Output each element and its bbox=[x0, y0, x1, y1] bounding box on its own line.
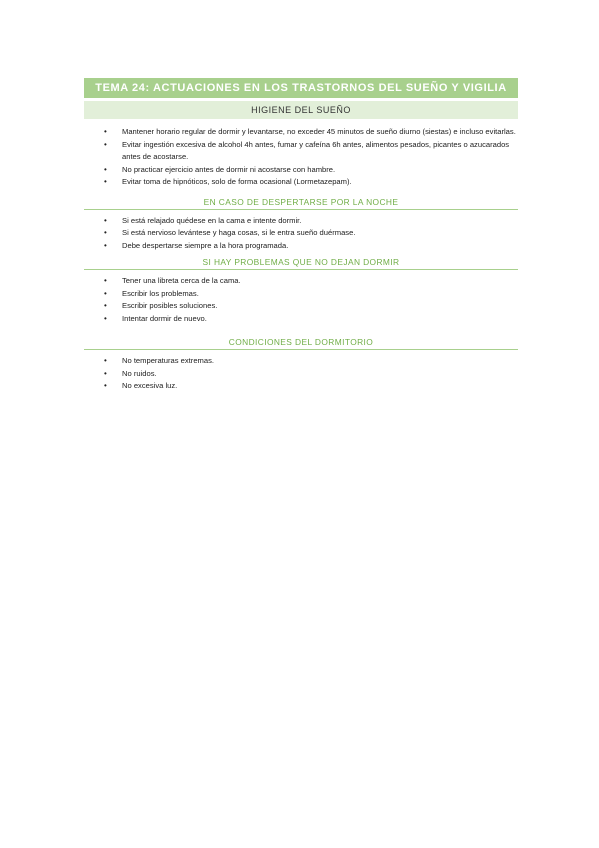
bullet-icon: • bbox=[104, 368, 107, 378]
bullet-icon: • bbox=[104, 228, 107, 237]
document-subtitle: HIGIENE DEL SUEÑO bbox=[84, 101, 518, 119]
list-item bbox=[84, 275, 518, 288]
bullet-icon: • bbox=[104, 288, 107, 298]
list-item bbox=[84, 368, 518, 381]
list-item-text: Escribir los problemas. bbox=[122, 288, 199, 298]
list-item-text: Tener una libreta cerca de la cama. bbox=[122, 276, 241, 285]
section-heading-dormitorio: CONDICIONES DEL DORMITORIO bbox=[84, 337, 518, 350]
bullet-icon: • bbox=[104, 177, 107, 186]
section-heading-problemas: SI HAY PROBLEMAS QUE NO DEJAN DORMIR bbox=[84, 257, 518, 270]
section-heading-despertarse: EN CASO DE DESPERTARSE POR LA NOCHE bbox=[84, 197, 518, 210]
list-item bbox=[84, 288, 518, 301]
list-item bbox=[84, 355, 518, 368]
document-page bbox=[84, 78, 518, 393]
list-item bbox=[84, 300, 518, 313]
bullet-icon: • bbox=[104, 301, 107, 310]
bullet-icon: • bbox=[104, 313, 107, 323]
bullet-icon: • bbox=[104, 127, 107, 136]
list-item-text: No ruidos. bbox=[122, 368, 157, 378]
list-item bbox=[84, 380, 518, 393]
list-item bbox=[84, 139, 518, 164]
document-title: TEMA 24: ACTUACIONES EN LOS TRASTORNOS DEL SUEÑO Y VIGILIA bbox=[84, 78, 518, 98]
list-item bbox=[84, 215, 518, 228]
bullet-icon: • bbox=[104, 356, 107, 365]
list-item bbox=[84, 313, 518, 326]
list-item bbox=[84, 227, 518, 240]
list-item-text: Si está relajado quédese en la cama e intente dormir. bbox=[122, 215, 302, 225]
list-item bbox=[84, 126, 518, 139]
list-item bbox=[84, 176, 518, 189]
list-item-text: Evitar ingestión excesiva de alcohol 4h antes, fumar y cafeína 6h antes, alimentos pesados, picantes o azucarados antes de acostarse. bbox=[122, 139, 510, 161]
bullet-icon: • bbox=[104, 276, 107, 285]
bullet-icon: • bbox=[104, 164, 107, 174]
bullet-icon: • bbox=[104, 381, 107, 390]
bullet-icon: • bbox=[104, 215, 107, 225]
list-item-text: No practicar ejercicio antes de dormir ni acostarse con hambre. bbox=[122, 164, 336, 174]
bullet-list-dormitorio bbox=[84, 355, 518, 393]
bullet-list-problemas bbox=[84, 275, 518, 325]
bullet-icon: • bbox=[104, 240, 107, 250]
list-item-text: Si está nervioso levántese y haga cosas, si le entra sueño duérmase. bbox=[122, 228, 356, 237]
bullet-list-higiene bbox=[84, 126, 518, 189]
list-item-text: Debe despertarse siempre a la hora programada. bbox=[122, 240, 289, 250]
list-item-text: Escribir posibles soluciones. bbox=[122, 301, 218, 310]
list-item-text: Evitar toma de hipnóticos, solo de forma ocasional (Lormetazepam). bbox=[122, 177, 352, 186]
bullet-list-despertarse bbox=[84, 215, 518, 253]
bullet-icon: • bbox=[104, 139, 107, 149]
list-item bbox=[84, 164, 518, 177]
list-item-text: Intentar dormir de nuevo. bbox=[122, 313, 207, 323]
list-item bbox=[84, 240, 518, 253]
list-item-text: No excesiva luz. bbox=[122, 381, 178, 390]
list-item-text: Mantener horario regular de dormir y levantarse, no exceder 45 minutos de sueño diurno (siestas) e incluso evitarlas. bbox=[122, 127, 516, 136]
list-item-text: No temperaturas extremas. bbox=[122, 356, 215, 365]
